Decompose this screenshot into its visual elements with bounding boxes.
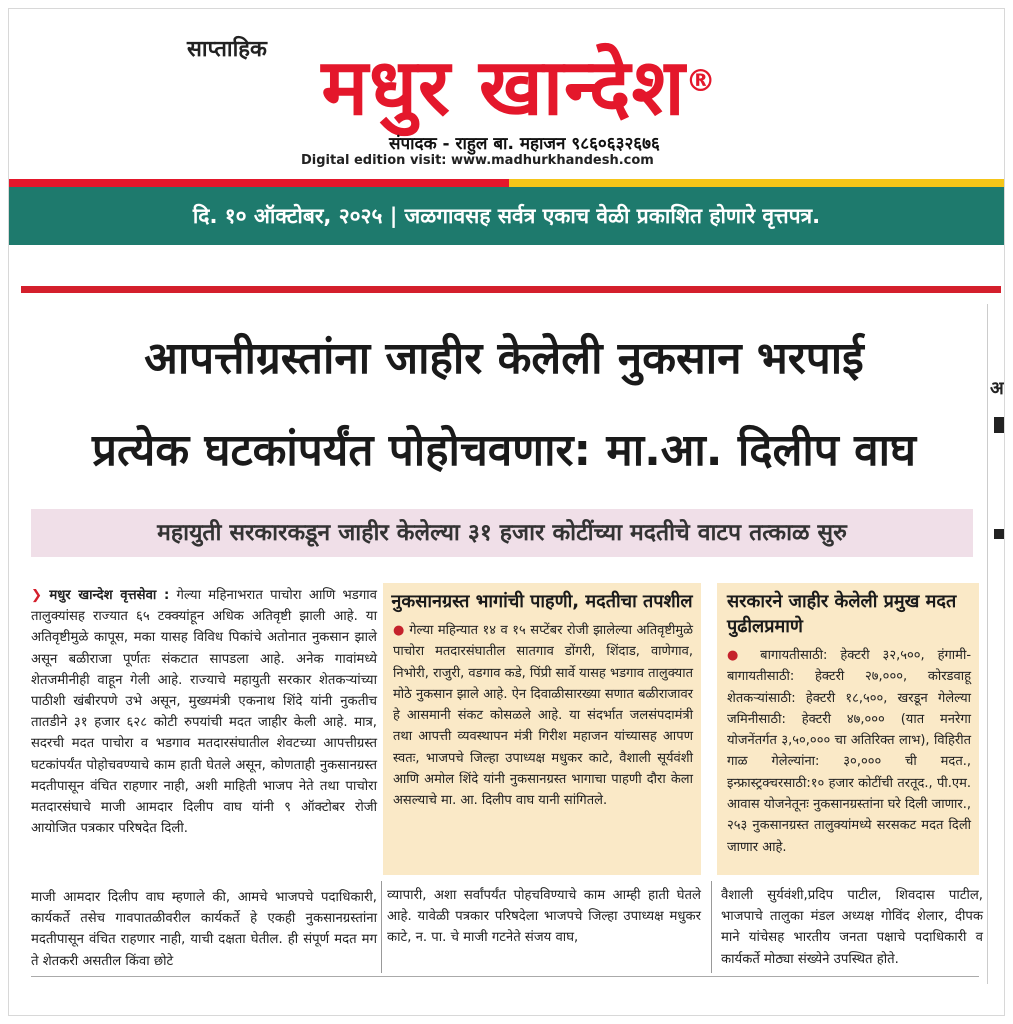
- article-column-1-continued: माजी आमदार दिलीप वाघ म्हणाले की, आमचे भाजपचे पदाधिकारी, कार्यकर्ते तसेच गावपातळीवरील कार्यकर्ते हे एकही नुकसानग्रस्तांना मदतीपासून वंचित राहणार नाही, याची दक्षता घेतील. ही संपूर्ण मदत मग ते शेतकरी असतील किंवा छोटे: [31, 890, 377, 969]
- date-band: दि. १० ऑक्टोबर, २०२५ | जळगावसह सर्वत्र एकाच वेळी प्रकाशित होणारे वृत्तपत्र.: [9, 187, 1004, 245]
- column-divider: [711, 881, 712, 973]
- masthead-editor: संपादक - राहुल बा. महाजन ९८६०६३२६७६: [389, 134, 660, 154]
- masthead-weekly-label: साप्ताहिक: [187, 37, 267, 62]
- masthead-title: [174, 43, 864, 133]
- clipping-bottom-rule: [31, 976, 979, 977]
- headline-line-1: आपत्तीग्रस्तांना जाहीर केलेली नुकसान भरपाई: [144, 333, 864, 384]
- adjacent-article-mark: [994, 417, 1004, 433]
- inspection-box-text: गेल्या महिन्यात १४ व १५ सप्टेंबर रोजी झालेल्या अतिवृष्टीमुळे पाचोरा मतदारसंघातील सातगाव डोंगरी, शिंदाड, वाणेगाव, निभोरी, राजुरी, वडगाव कडे, पिंप्री सार्वे यासह भडगाव तालुक्यात मोठे नुकसान झाले आहे. ऐन दिवाळीसारख्या सणात बळीराजावर हे आसमानी संकट कोसळले आहे. या संदर्भात जलसंपदामंत्री तथा आपत्ती व्यवस्थापन मंत्री गिरीश महाजन यांच्यासह आपण स्वतः, भाजपचे जिल्हा उपाध्यक्ष मधुकर काटे, वैशाली सूर्यवंशी आणि अमोल शिंदे यांनी नुकसानग्रस्त भागाचा पाहणी दौरा केला असल्याचे मा. आ. दिलीप वाघ यानी सांगितले.: [393, 623, 693, 809]
- adjacent-article-edge: [987, 304, 1005, 984]
- masthead: [9, 9, 1004, 179]
- clipping-top-rule: [21, 286, 1001, 293]
- article-column-2-continued: व्यापारी, अशा सर्वांपर्यंत पोहचविण्याचे काम आम्ही हाती घेतले आहे. यावेळी पत्रकार परिषदेला भाजपचे जिल्हा उपाध्यक्ष मधुकर काटे, न. पा. चे माजी गटनेते संजय वाघ,: [387, 888, 701, 946]
- inspection-details-box: [383, 583, 701, 875]
- aid-box-body: [717, 639, 979, 858]
- page-frame: [8, 8, 1005, 1016]
- subheadline: महायुती सरकारकडून जाहीर केलेल्या ३१ हजार कोटींच्या मदतीचे वाटप तत्काळ सुरु: [31, 509, 973, 557]
- apple-bullet-icon: ●: [727, 648, 748, 663]
- masthead-website[interactable]: Digital edition visit: www.madhurkhandesh.com: [301, 153, 654, 168]
- apple-bullet-icon: ●: [393, 623, 405, 638]
- masthead-title-text: मधुर खान्देश: [321, 43, 686, 133]
- article-body-1: गेल्या महिनाभरात पाचोरा आणि भडगाव तालुक्यांसह राज्यात ६५ टक्क्यांहून अधिक अतिवृष्टी झाली आहे. या अतिवृष्टीमुळे कापूस, मका यासह विविध पिकांचे अतोनात नुकसान झाले असून बळीराजा पूर्णतः संकटात सापडला आहे. अनेक गावांमध्ये शेतजमीनीही वाहून गेली आहे. राज्याचे महायुती सरकार शेतकऱ्यांच्या पाठीशी खंबीरपणे उभे असून, मुख्यमंत्री एकनाथ शिंदे यांनी नुकतीच तातडीने ३१ हजार ६२८ कोटी रुपयांची मदत जाहीर केली आहे. मात्र, सदरची मदत पाचोरा व भडगाव मतदारसंघातील शेवटच्या आपत्तीग्रस्त घटकांपर्यंत पोहोचवण्याचे काम हाती घेतले असून, कोणताही नुकसानग्रस्त मदतीपासून वंचित राहणार नाही, अशी माहिती भाजप नेते तथा पाचोरा मतदारसंघाचे माजी आमदार दिलीप वाघ यांनी ९ ऑक्टोबर रोजी आयोजित पत्रकार परिषदेत दिली.: [31, 588, 377, 837]
- masthead-color-stripes: [9, 179, 1004, 187]
- registered-mark-icon: ®: [685, 64, 717, 99]
- article-column-3-continued: वैशाली सुर्यवंशी,प्रदिप पाटील, शिवदास पाटील, भाजपाचे तालुका मंडल अध्यक्ष गोविंद शेलार, दीपक माने यांचेसह भारतीय जनता पक्षाचे पदाधिकारी व कार्यकर्ते मोठ्या संख्येने उपस्थित होते.: [721, 888, 983, 967]
- column-divider: [381, 881, 382, 973]
- article-column-1: [31, 585, 377, 839]
- adjacent-article-mark: [994, 529, 1004, 539]
- adjacent-article-letter: अ: [990, 378, 1004, 399]
- inspection-box-heading: नुकसानग्रस्त भागांची पाहणी, मदतीचा तपशील: [391, 591, 693, 612]
- headline-line-2: प्रत्येक घटकांपर्यंत पोहोचवणार: मा.आ. दिलीप वाघ: [92, 425, 916, 476]
- chevron-right-icon: ❯: [31, 588, 43, 603]
- article-dateline: मधुर खान्देश वृत्तसेवा :: [49, 588, 170, 603]
- aid-box-heading: सरकारने जाहीर केलेली प्रमुख मदत पुढीलप्रमाणे: [727, 591, 957, 637]
- aid-box-text: बागायतीसाठी: हेक्टरी ३२,५००, हंगामी-बागायतीसाठी: हेक्टरी २७,०००, कोरडवाहू शेतकऱ्यांसाठी: हेक्टरी १८,५००, खरडून गेलेल्या जमिनीसाठी: हेक्टरी ४७,००० (यात मनरेगा योजनेंतर्गत ३,५०,००० चा अतिरिक्त लाभ), विहिरीत गाळ गेलेल्यांना: ३०,००० ची मदत., इन्फ्रास्ट्रक्चरसाठी:१० हजार कोटींची तरतूद., पी.एम. आवास योजनेतूनः नुकसानग्रस्तांना घरे दिली जाणार., २५३ नुकसानग्रस्त तालुक्यांमध्ये सरसकट मदत दिली जाणार आहे.: [727, 648, 972, 855]
- inspection-box-body: [383, 614, 701, 812]
- government-aid-box: [717, 583, 979, 875]
